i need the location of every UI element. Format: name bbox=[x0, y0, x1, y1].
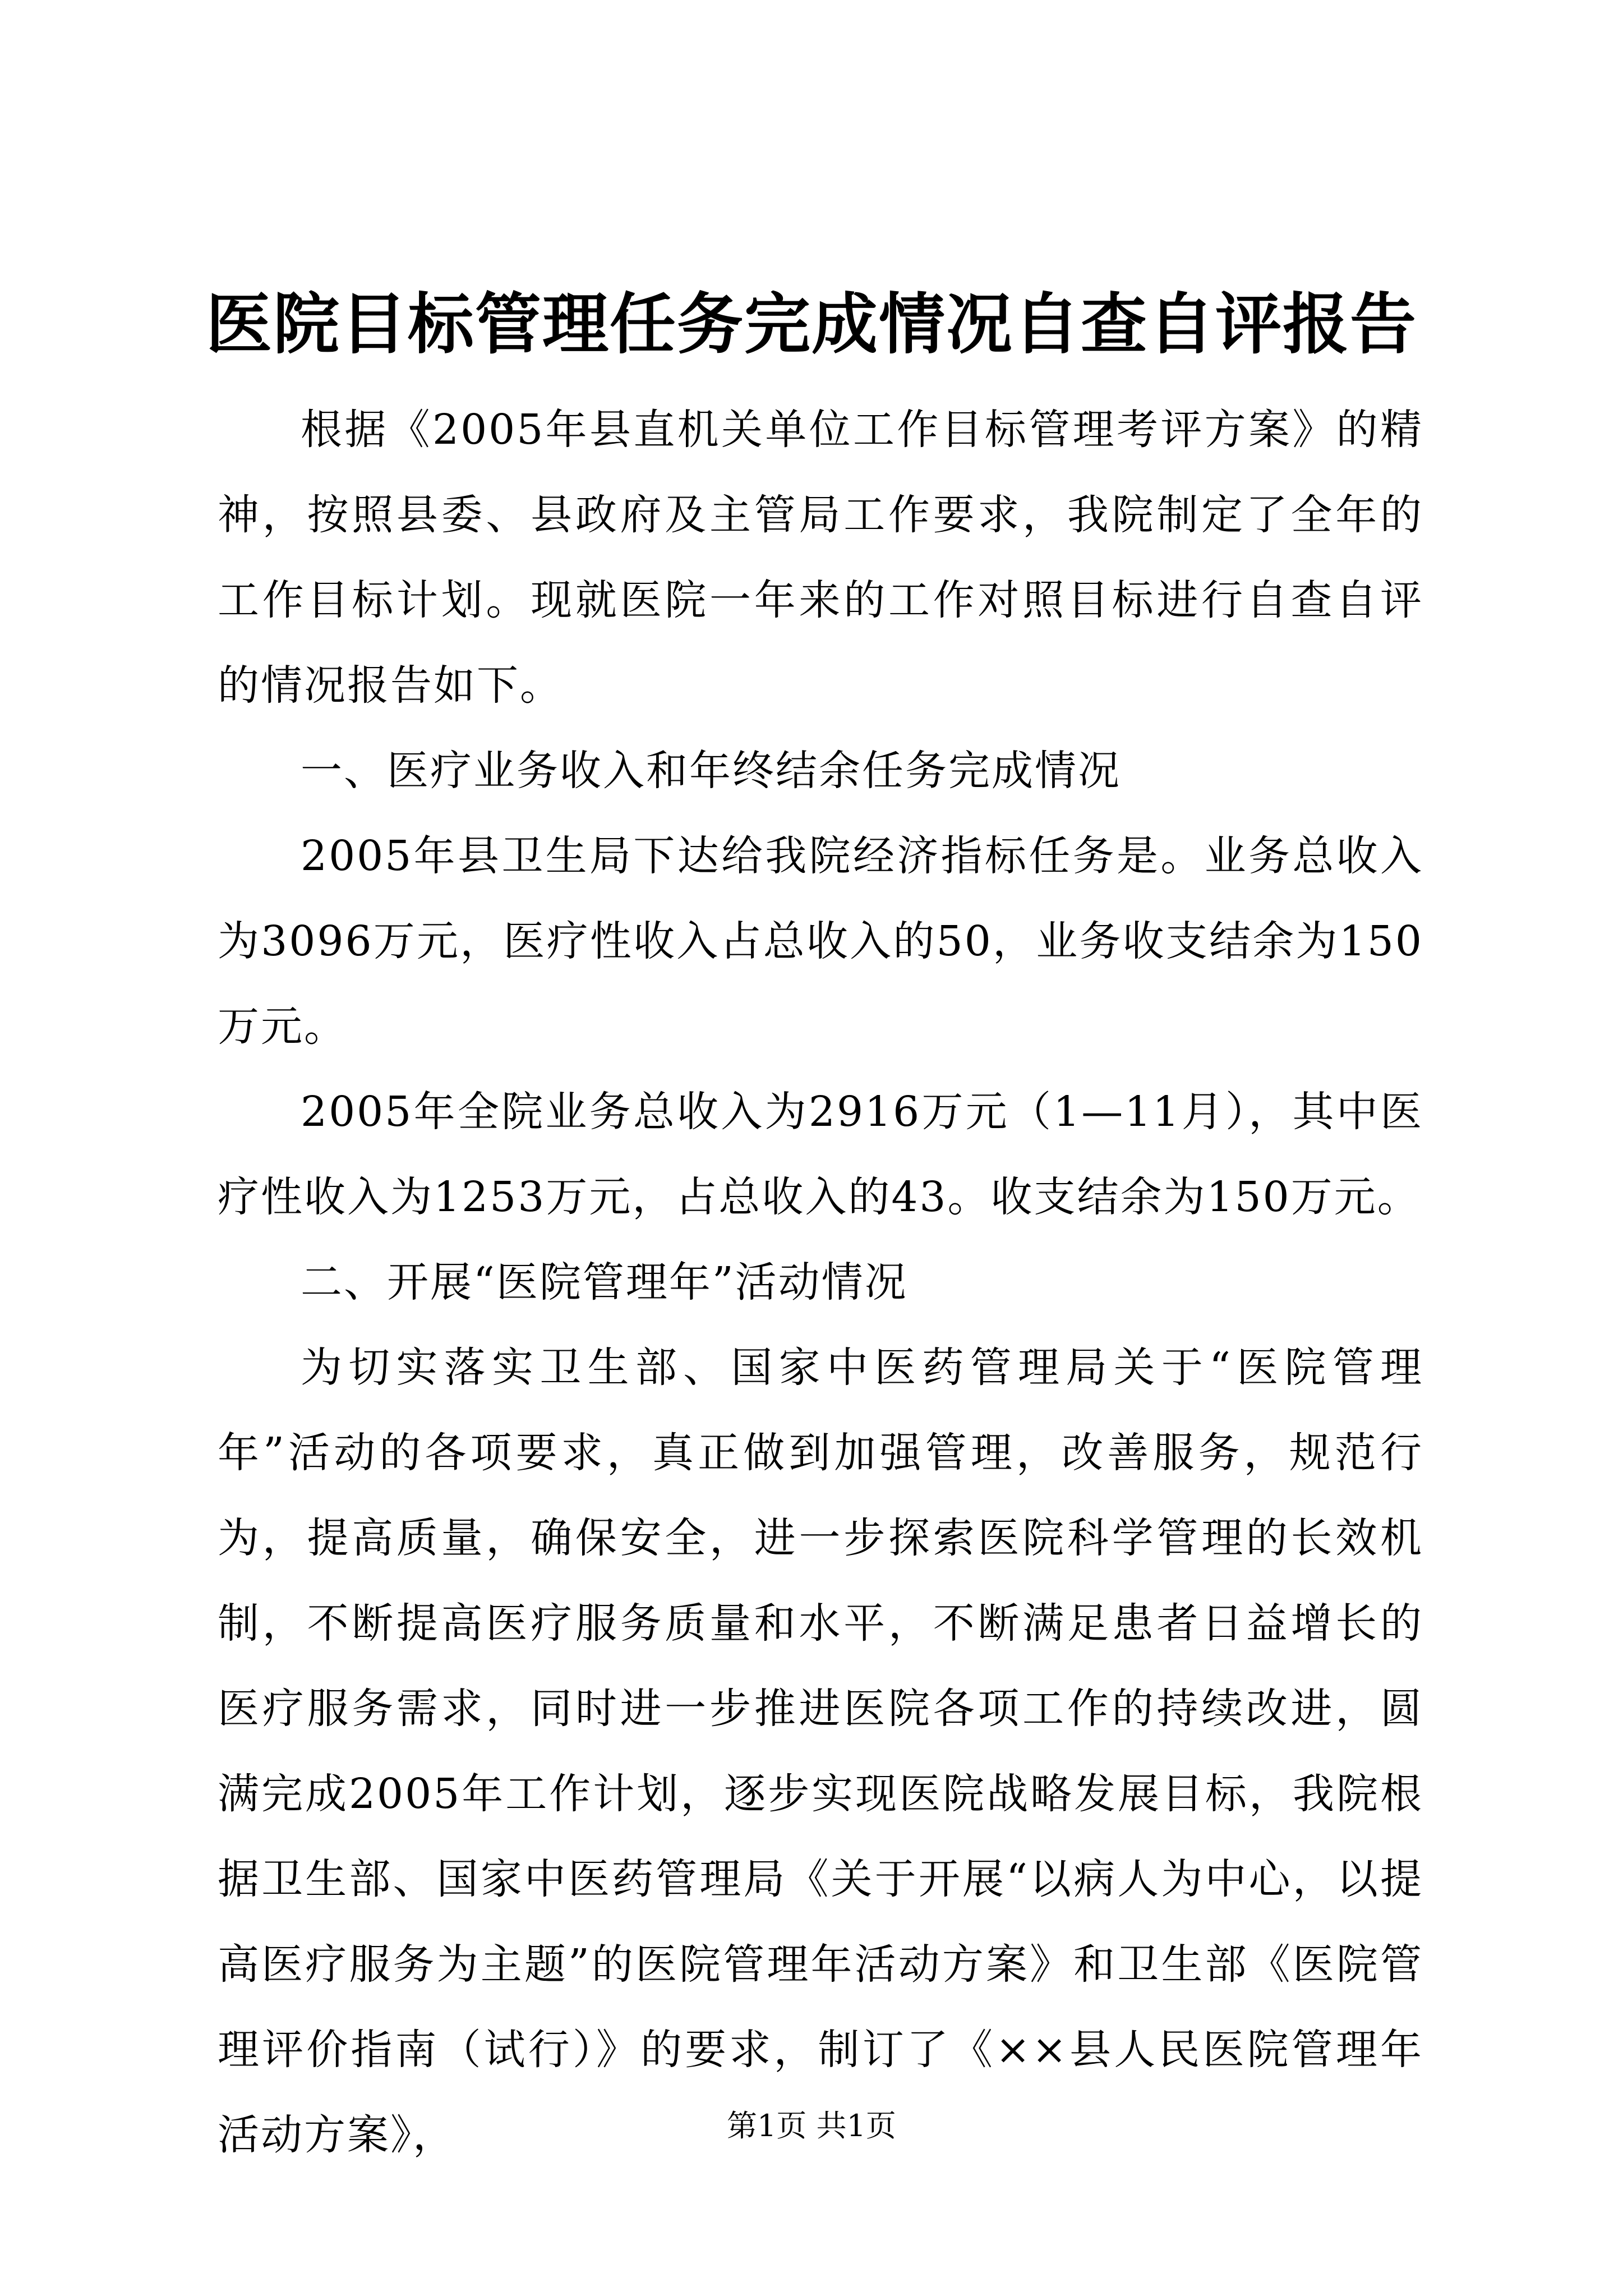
paragraph-management-year: 为切实落实卫生部、国家中医药管理局关于“医院管理年”活动的各项要求，真正做到加强管理，改善服务，规范行为，提高质量，确保安全，进一步探索医院科学管理的长效机制，不断提高医疗服务质量和水平，不断满足患者日益增长的医疗服务需求，同时进一步推进医院各项工作的持续改进，圆满完成2005年工作计划，逐步实现医院战略发展目标，我院根据卫生部、国家中医药管理局《关于开展“以病人为中心，以提高医疗服务为主题”的医院管理年活动方案》和卫生部《医院管理评价指南（试行）》的要求，制订了《××县人民医院管理年活动方案》， bbox=[218, 1343, 1423, 2159]
paragraph-targets: 2005年县卫生局下达给我院经济指标任务是。业务总收入为3096万元，医疗性收入占总收入的50，业务收支结余为150万元。 bbox=[218, 832, 1423, 1051]
paragraph-intro: 根据《2005年县直机关单位工作目标管理考评方案》的精神，按照县委、县政府及主管局工作要求，我院制定了全年的工作目标计划。现就医院一年来的工作对照目标进行自查自评的情况报告如下。 bbox=[218, 406, 1423, 710]
section-heading-1: 一、医疗业务收入和年终结余任务完成情况 bbox=[301, 747, 1121, 795]
document-title: 医院目标管理任务完成情况自查自评报告 bbox=[205, 285, 1417, 363]
page-footer: 第1页 共1页 bbox=[727, 2108, 896, 2143]
document-body bbox=[218, 387, 1423, 2178]
section-heading-2: 二、开展“医院管理年”活动情况 bbox=[301, 1258, 908, 1306]
paragraph-results: 2005年全院业务总收入为2916万元（1—11月），其中医疗性收入为1253万元，占总收入的43。收支结余为150万元。 bbox=[218, 1088, 1423, 1221]
